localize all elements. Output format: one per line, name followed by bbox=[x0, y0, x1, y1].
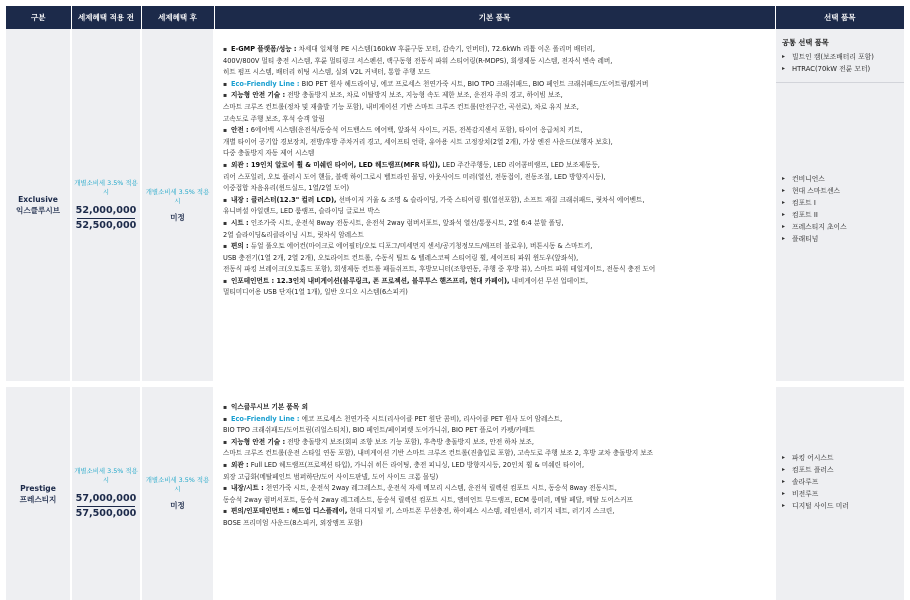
feature-text: 동승석 2way 럼버서포트, 동승석 2way 레그레스트, 동승석 릴렉션 컴포트 시트, 앰비언트 무드램프, ECM 룸미러, 메탈 페달, 메탈 도어스커프 bbox=[223, 495, 633, 504]
feature-line bbox=[223, 114, 770, 126]
options-list-prestige bbox=[782, 452, 898, 512]
feature-heading: 익스클루시브 기본 품목 외 bbox=[231, 403, 308, 411]
trim-name-en: Prestige bbox=[20, 483, 56, 493]
feature-text: 개별 타이어 공기압 경보장치, 전방/후방 주차거리 경고, 세이프티 언락, 유아용 시트 고정장치(2열 2개), 가상 엔진 사운드(보행자 보호), bbox=[223, 137, 613, 146]
feature-line bbox=[223, 506, 770, 518]
feature-text: 스마트 크루즈 컨트롤(운전 스타일 연동 포함), 내비게이션 기반 스마트 크루즈 컨트롤(진출입로 포함), 고속도로 주행 보조 2, 후방 교차 충돌방지 보조 bbox=[223, 449, 654, 458]
feature-text: 선바이저 거울 & 조명 & 슬라이딩, 가죽 스티어링 휠(열선포함), 소프트 재질 크래쉬패드, 릿차식 에어벤트, bbox=[336, 195, 645, 204]
feature-heading: 안전 : bbox=[231, 126, 249, 135]
features-cell-exclusive bbox=[214, 29, 775, 384]
trim-cell-prestige bbox=[6, 384, 71, 600]
after-value: 미정 bbox=[170, 501, 185, 510]
feature-line bbox=[223, 79, 770, 91]
header-price-after: 세제혜택 후 bbox=[141, 6, 214, 29]
feature-line bbox=[223, 437, 770, 449]
option-item: ▸ HTRAC(70kW 전륜 모터) bbox=[782, 63, 898, 75]
feature-heading: 시트 : bbox=[231, 218, 249, 227]
feature-line bbox=[223, 206, 770, 218]
feature-text: 전동식 파킹 브레이크(오토홀드 포함), 회생제동 컨트롤 패들쉬프트, 후방모니터(조향연동, 주행 중 후방 뷰), 스마트 파워 테일게이트, 전동식 충전 도어 bbox=[223, 265, 656, 274]
feature-text: 400V/800V 멀티 충전 시스템, 후륜 멀티링크 서스펜션, 랙구동형 전동식 파워 스티어링(R-MDPS), 회생제동 시스템, 전자식 변속 레버, bbox=[223, 56, 613, 65]
feature-line bbox=[223, 472, 770, 484]
price-cell-prestige bbox=[71, 384, 141, 600]
after-cell-exclusive bbox=[141, 29, 214, 384]
options-cell-exclusive bbox=[775, 29, 904, 384]
option-item: ▸ 파킹 어시스트 bbox=[782, 452, 898, 464]
feature-text: LED 주간주행등, LED 리어콤비램프, LED 보조제동등, bbox=[440, 160, 600, 169]
feature-heading: 내장/시트 : bbox=[231, 484, 264, 493]
feature-line bbox=[223, 102, 770, 114]
features-cell-prestige bbox=[214, 384, 775, 600]
trim-name-en: Exclusive bbox=[18, 195, 58, 204]
feature-line bbox=[223, 425, 770, 437]
feature-heading: 인포테인먼트 : 12.3인치 내비게이션(블루링크, 폰 프로젝션, 블루투스 핸즈프리, 현대 카페이), bbox=[231, 276, 510, 285]
feature-line bbox=[223, 483, 770, 495]
feature-text: 외장 고급화(메탈페인트 범퍼하단/도어 사이드판넬, 도어 사이드 크롬 몰딩) bbox=[223, 472, 439, 481]
option-item: ▸ 현대 스마트센스 bbox=[782, 185, 898, 197]
feature-line bbox=[223, 402, 770, 414]
option-item: ▸ 빌트인 캠(보조배터리 포함) bbox=[782, 51, 898, 63]
header-trim: 구분 bbox=[6, 6, 71, 29]
feature-line bbox=[223, 460, 770, 472]
feature-line bbox=[223, 414, 770, 426]
price-to: 52,500,000 bbox=[75, 219, 137, 231]
feature-text: 히트 펌프 시스템, 배터리 히팅 시스템, 실외 V2L 커넥터, 통합 주행 모드 bbox=[223, 68, 431, 77]
header-price-before: 세제혜택 적용 전 bbox=[71, 6, 141, 29]
feature-text: 현대 디지털 키, 스마트폰 무선충전, 하이패스 시스템, 레인센서, 러기지 네트, 러기지 스크린, bbox=[347, 507, 615, 516]
feature-line bbox=[223, 287, 770, 299]
feature-heading: 내장 : 클러스터(12.3" 컬러 LCD), bbox=[231, 195, 337, 204]
table-header-row bbox=[6, 6, 904, 29]
feature-text: 2열 슬라이딩&리클라이닝 시트, 릿차식 암레스트 bbox=[223, 230, 364, 239]
header-options: 선택 품목 bbox=[775, 6, 904, 29]
option-item: ▸ 비전루프 bbox=[782, 488, 898, 500]
feature-line bbox=[223, 241, 770, 253]
feature-text: 듀얼 풀오토 에어컨(마이크로 에어필터/오토 디포그/미세먼지 센서/공기청정모드/애프터 블로우), 버튼시동 & 스마트키, bbox=[248, 242, 593, 251]
price-tax-note: 개별소비세 3.5% 적용 시 bbox=[74, 178, 138, 196]
feature-line bbox=[223, 172, 770, 184]
option-item: ▸ 컴포트 I bbox=[782, 197, 898, 209]
feature-line bbox=[223, 195, 770, 207]
option-item: ▸ 컴포트 II bbox=[782, 209, 898, 221]
price-from: 57,000,000 bbox=[75, 493, 137, 504]
option-item: ▸ 프레스티지 초이스 bbox=[782, 221, 898, 233]
feature-list-prestige bbox=[223, 402, 770, 530]
after-value: 미정 bbox=[170, 212, 185, 222]
feature-text: 천연가죽 시트, 운전석 2way 레그레스트, 운전석 자세 메모리 시스템, 운전석 릴렉션 컴포트 시트, 동승석 8way 전동시트, bbox=[263, 484, 617, 493]
feature-line bbox=[223, 264, 770, 276]
feature-line bbox=[223, 56, 770, 68]
option-item: ▸ 솔라루프 bbox=[782, 476, 898, 488]
feature-line bbox=[223, 44, 770, 56]
feature-text: BIO PET 원사 헤드라이닝, 에코 프로세스 천연가죽 시트, BIO TPO 크래쉬패드, BIO 페인트 크래쉬패드/도어트림/휠커버 bbox=[299, 79, 649, 88]
trim-name-kr: 프레스티지 bbox=[19, 494, 57, 504]
feature-heading: E-GMP 플랫폼/성능 : bbox=[231, 45, 297, 53]
feature-line bbox=[223, 148, 770, 160]
price-cell-exclusive bbox=[71, 29, 141, 384]
option-item: ▸ 플래티넘 bbox=[782, 233, 898, 245]
feature-line bbox=[223, 230, 770, 242]
after-cell-prestige bbox=[141, 384, 214, 600]
options-list-exclusive bbox=[782, 173, 898, 245]
feature-line bbox=[223, 90, 770, 102]
options-cell-prestige bbox=[775, 384, 904, 600]
option-item: ▸ 디지털 사이드 미러 bbox=[782, 500, 898, 512]
feature-line bbox=[223, 183, 770, 195]
feature-text: Full LED 헤드램프(프로젝션 타입), 가니쉬 히든 라이팅, 충전 피니싱, LED 방향지시등, 20인치 휠 & 미쉐린 타이어, bbox=[248, 460, 585, 469]
feature-line bbox=[223, 518, 770, 530]
feature-text: 멀티미디어용 USB 단자(1열 1개), 일반 오디오 시스템(6스피커) bbox=[223, 288, 408, 297]
feature-text: 다중 충돌방지 자동 제어 시스템 bbox=[223, 149, 315, 158]
feature-line bbox=[223, 218, 770, 230]
feature-text: 리어 스포일러, 오토 플러시 도어 핸들, 블랙 하이그로시 벨트라인 몰딩, 아웃사이드 미러(열선, 전동접이, 전동조절, LED 방향지시등), bbox=[223, 172, 606, 181]
feature-heading: 편의 : bbox=[231, 242, 249, 251]
feature-text: 스마트 크루즈 컨트롤(정차 및 재출발 기능 포함), 내비게이션 기반 스마트 크루즈 컨트롤(안전구간, 곡선로), 차로 유지 보조, bbox=[223, 102, 579, 111]
feature-heading: Eco-Friendly Line : bbox=[231, 79, 300, 88]
feature-heading: 지능형 안전 기술 : bbox=[231, 91, 286, 100]
feature-line bbox=[223, 137, 770, 149]
header-features: 기본 품목 bbox=[214, 6, 775, 29]
trim-spec-table bbox=[6, 6, 904, 600]
options-divider bbox=[776, 82, 904, 83]
feature-text: 인조가죽 시트, 운전석 8way 전동시트, 운전석 2way 럼버서포트, 앞좌석 열선/통풍시트, 2열 6:4 분할 폴딩, bbox=[248, 218, 564, 227]
row-exclusive bbox=[6, 29, 904, 384]
feature-text: 에코 프로세스 천연가죽 시트(리사이클 PET 원단 콤비), 리사이클 PET 원사 도어 암레스트, bbox=[299, 414, 563, 423]
common-options-title: 공통 선택 품목 bbox=[782, 38, 829, 47]
feature-line bbox=[223, 495, 770, 507]
feature-line bbox=[223, 253, 770, 265]
feature-heading: 편의/인포테인먼트 : 헤드업 디스플레이, bbox=[231, 507, 348, 516]
common-options-list bbox=[782, 51, 898, 75]
feature-text: 6에어백 시스템(운전석/동승석 어드밴스드 에어백, 앞좌석 사이드, 커튼, 전복감지센서 포함), 타이어 응급처치 키트, bbox=[248, 126, 583, 135]
row-prestige bbox=[6, 384, 904, 600]
feature-heading: 외관 : 19인치 알로이 휠 & 미쉐린 타이어, LED 헤드램프(MFR 타입), bbox=[231, 160, 441, 169]
feature-heading: 외관 : bbox=[231, 460, 249, 469]
feature-heading: 지능형 안전 기술 : bbox=[231, 437, 286, 446]
option-item: ▸ 컴포트 플러스 bbox=[782, 464, 898, 476]
feature-line bbox=[223, 125, 770, 137]
trim-cell-exclusive bbox=[6, 29, 71, 384]
feature-list-exclusive bbox=[223, 44, 770, 299]
price-to: 57,500,000 bbox=[75, 508, 137, 519]
after-tax-note: 개별소비세 3.5% 적용 시 bbox=[145, 187, 210, 205]
feature-text: BOSE 프리미엄 사운드(8스피커, 외장앰프 포함) bbox=[223, 518, 363, 527]
feature-line bbox=[223, 448, 770, 460]
feature-text: 차세대 일체형 PE 시스템(160kW 후륜구동 모터, 감속기, 인버터), 72.6kWh 리튬 이온 폴리머 배터리, bbox=[296, 45, 596, 53]
feature-text: BIO TPO 크래쉬패드/도어트림(리얼스티치), BIO 페인트/페이퍼렛 도어가니쉬, BIO PET 플로어 카펫/카매트 bbox=[223, 426, 535, 435]
price-range-divider bbox=[77, 218, 135, 219]
after-tax-note: 개별소비세 3.5% 적용 시 bbox=[145, 476, 210, 493]
feature-text: 내비게이션 무선 업데이트, bbox=[509, 276, 588, 285]
price-range-divider bbox=[77, 506, 135, 507]
option-item: ▸ 컨비니언스 bbox=[782, 173, 898, 185]
feature-text: 전방 충돌방지 보조(회피 조향 보조 기능 포함), 후측방 충돌방지 보조, 안전 하차 보조, bbox=[285, 437, 534, 446]
feature-text: USB 충전기(1열 2개, 2열 2개), 오토라이트 컨트롤, 수동식 틸트 & 텔레스코픽 스티어링 휠, 세이프티 파워 윈도우(앞좌석), bbox=[223, 253, 579, 262]
spec-table-container bbox=[6, 6, 904, 600]
feature-line bbox=[223, 67, 770, 79]
price-tax-note: 개별소비세 3.5% 적용 시 bbox=[74, 467, 138, 484]
feature-text: 유니버셜 아일랜드, LED 룸램프, 슬라이딩 글로브 박스 bbox=[223, 207, 381, 216]
feature-text: 고속도로 주행 보조, 후석 승객 알림 bbox=[223, 114, 325, 123]
feature-line bbox=[223, 160, 770, 172]
feature-text: 이중접합 차음유리(윈드실드, 1열/2열 도어) bbox=[223, 184, 350, 193]
feature-text: 전방 충돌방지 보조, 차로 이탈방지 보조, 지능형 속도 제한 보조, 운전자 주의 경고, 하이빔 보조, bbox=[285, 91, 563, 100]
trim-name-kr: 익스클루시브 bbox=[15, 206, 60, 215]
feature-heading: Eco-Friendly Line : bbox=[231, 414, 300, 423]
price-from: 52,000,000 bbox=[75, 204, 137, 216]
feature-line bbox=[223, 276, 770, 288]
